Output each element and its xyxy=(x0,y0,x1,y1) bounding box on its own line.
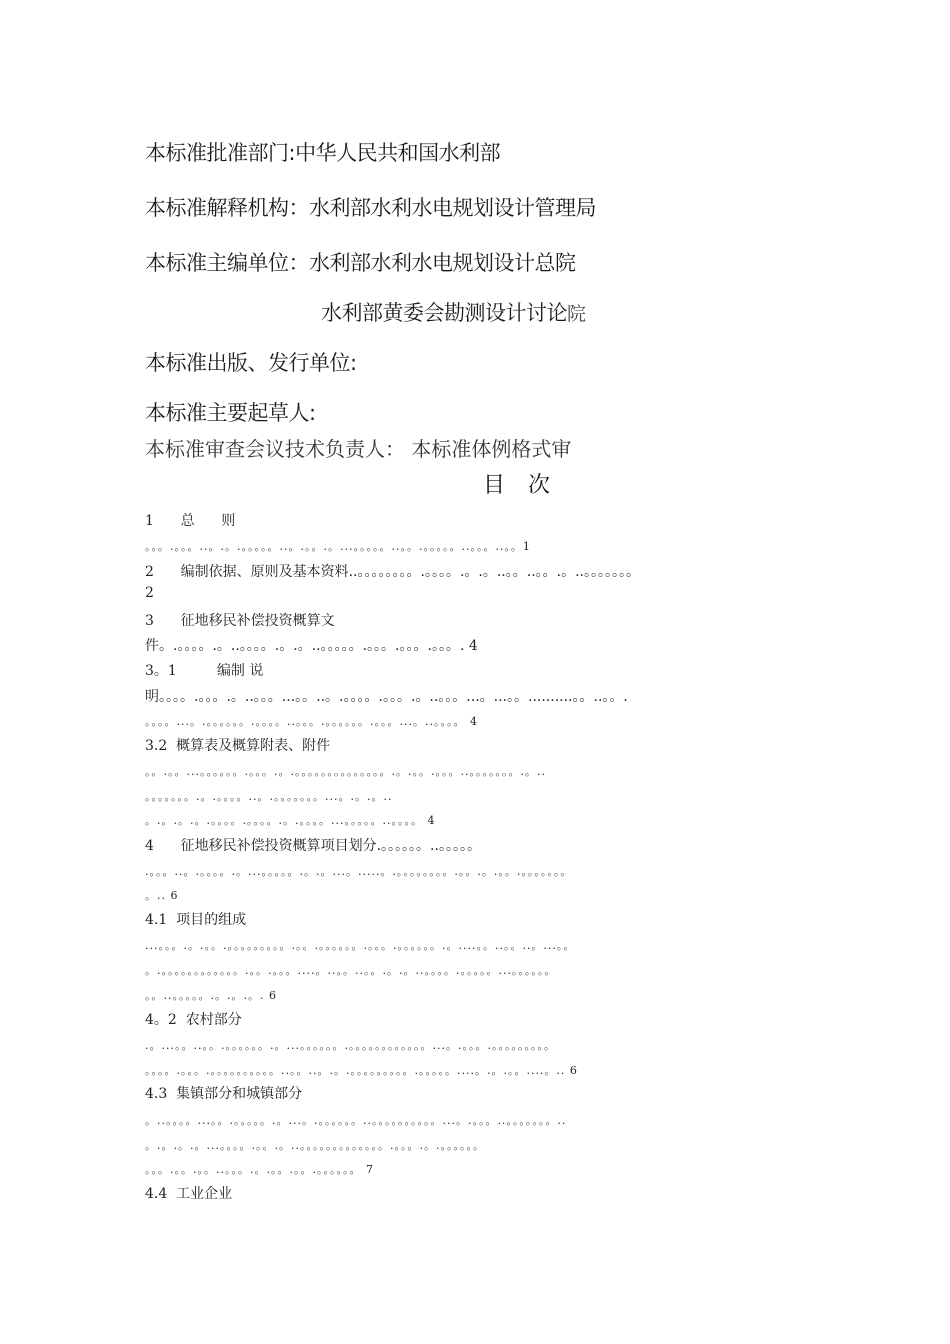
toc-leader-line: 。。.。。...。。。。。。.。。。.。.。。。。。。。。。。。。。。.。.。。.。。。..。。。。。。。.。.. xyxy=(145,765,546,778)
toc-entry: 4.1 项目的组成 xyxy=(145,912,247,928)
toc-leader-line: 。.. 6 xyxy=(145,889,179,902)
toc-leader-line: .。...。。..。。.。。。。。。.。...。。。。。。.。。。。。。。。。。。。...。.。。。.。。。。。。。。。 xyxy=(145,1039,556,1052)
toc-entry: 4.4 工业企业 xyxy=(145,1186,233,1202)
chief-editor-unit: 本标准主编单位：水利部水利水电规划设计总院 xyxy=(145,251,576,275)
toc-entry: 4.3 集镇部分和城镇部分 xyxy=(145,1086,303,1102)
toc-leader-line: 。..。。。。...。。.。。。。。.。...。.。。。。。。..。。。。。。。。。。...。.。。。..。。。。。。。.. xyxy=(145,1114,567,1127)
toc-entry: 1 总 则 xyxy=(145,513,236,529)
interpretation-agency: 本标准解释机构：水利部水利水电规划设计管理局 xyxy=(145,196,596,220)
toc-entry: 2 编制依据、原则及基本资料..。。。。。。。。.。。。。.。.。..。。..。。.。..。。。。。。。 xyxy=(145,564,641,580)
toc-entry: 3。1 编制 说 xyxy=(145,663,264,679)
toc-leader-line: ...。。。.。.。。.。。。。。。。。。.。。.。。。。。。.。。。.。。。。。。.。....。。..。。..。...。。 xyxy=(145,939,576,952)
toc-entry: 明。。。。.。。。.。..。。。...。。..。.。。。。.。。。.。..。。。...。...。。..........。。..。。. xyxy=(145,689,628,705)
toc-title: 目 次 xyxy=(483,473,558,498)
toc-leader-line: 。。..。。。。。.。.。.。. 6 xyxy=(145,989,277,1002)
toc-entry: 3.2 概算表及概算附表、附件 xyxy=(145,738,331,754)
main-drafters: 本标准主要起草人: xyxy=(145,401,316,425)
publisher-unit: 本标准出版、发行单位: xyxy=(145,351,357,375)
toc-leader-line: 。。。。.。。。.。。。。。。。。。。..。。..。.。.。。。。。。。。。.。。。。。....。.。.。。....。.. 6 xyxy=(145,1064,578,1077)
toc-leader-line: 。。。.。。。..。.。.。。。。。..。.。。.。...。。。。。..。。.。。。。。..。。。..。。1 xyxy=(145,540,531,553)
toc-entry: 件。.。。。。.。..。。。。.。.。..。。。。。.。。。.。。。.。。。. 4 xyxy=(145,638,478,654)
toc-entry: 4。2 农村部分 xyxy=(145,1012,242,1028)
toc-leader-line: 。.。。。。。。。。。。。。.。。.。。。....。..。。..。。.。.。..。。。。.。。。。。...。。。。。。 xyxy=(145,964,557,977)
toc-leader-line: .。。。..。.。。。。.。...。。。。。.。.。...。.....。.。。。。。。。。.。。.。.。。.。。。。。。。 xyxy=(145,865,573,878)
toc-leader-line: 。.。.。.。.。。。。.。。。。.。.。。。。...。。。。。..。。。。 4 xyxy=(145,814,436,827)
toc-leader-line: 。。。.。。.。。..。。。.。.。。.。。.。。。。。。 7 xyxy=(145,1163,374,1176)
approval-department: 本标准批准部门:中华人民共和国水利部 xyxy=(145,141,501,165)
toc-entry: 3 征地移民补偿投资概算文 xyxy=(145,613,335,629)
toc-entry: 4 征地移民补偿投资概算项目划分.。。。。。。..。。。。。 xyxy=(145,838,481,854)
co-editor-unit: 水利部黄委会勘测设计讨论院 xyxy=(321,301,586,325)
toc-leader-line: 。。。。...。.。。。。。。.。。。。..。。。.。。。。。。.。。。...。..。。。。 4 xyxy=(145,715,478,728)
review-responsible: 本标准审查会议技术负责人： 本标准体例格式审 xyxy=(145,437,572,461)
toc-leader-line: 。。。。。。。.。.。。。。..。.。。。。。。。...。.。.。.. xyxy=(145,790,393,803)
toc-leader-line: 。.。.。.。...。。。。.。。.。..。。。。。。。。。。。。。.。。。.。.。。。。。。 xyxy=(145,1139,485,1152)
toc-entry: 2 xyxy=(145,585,154,601)
